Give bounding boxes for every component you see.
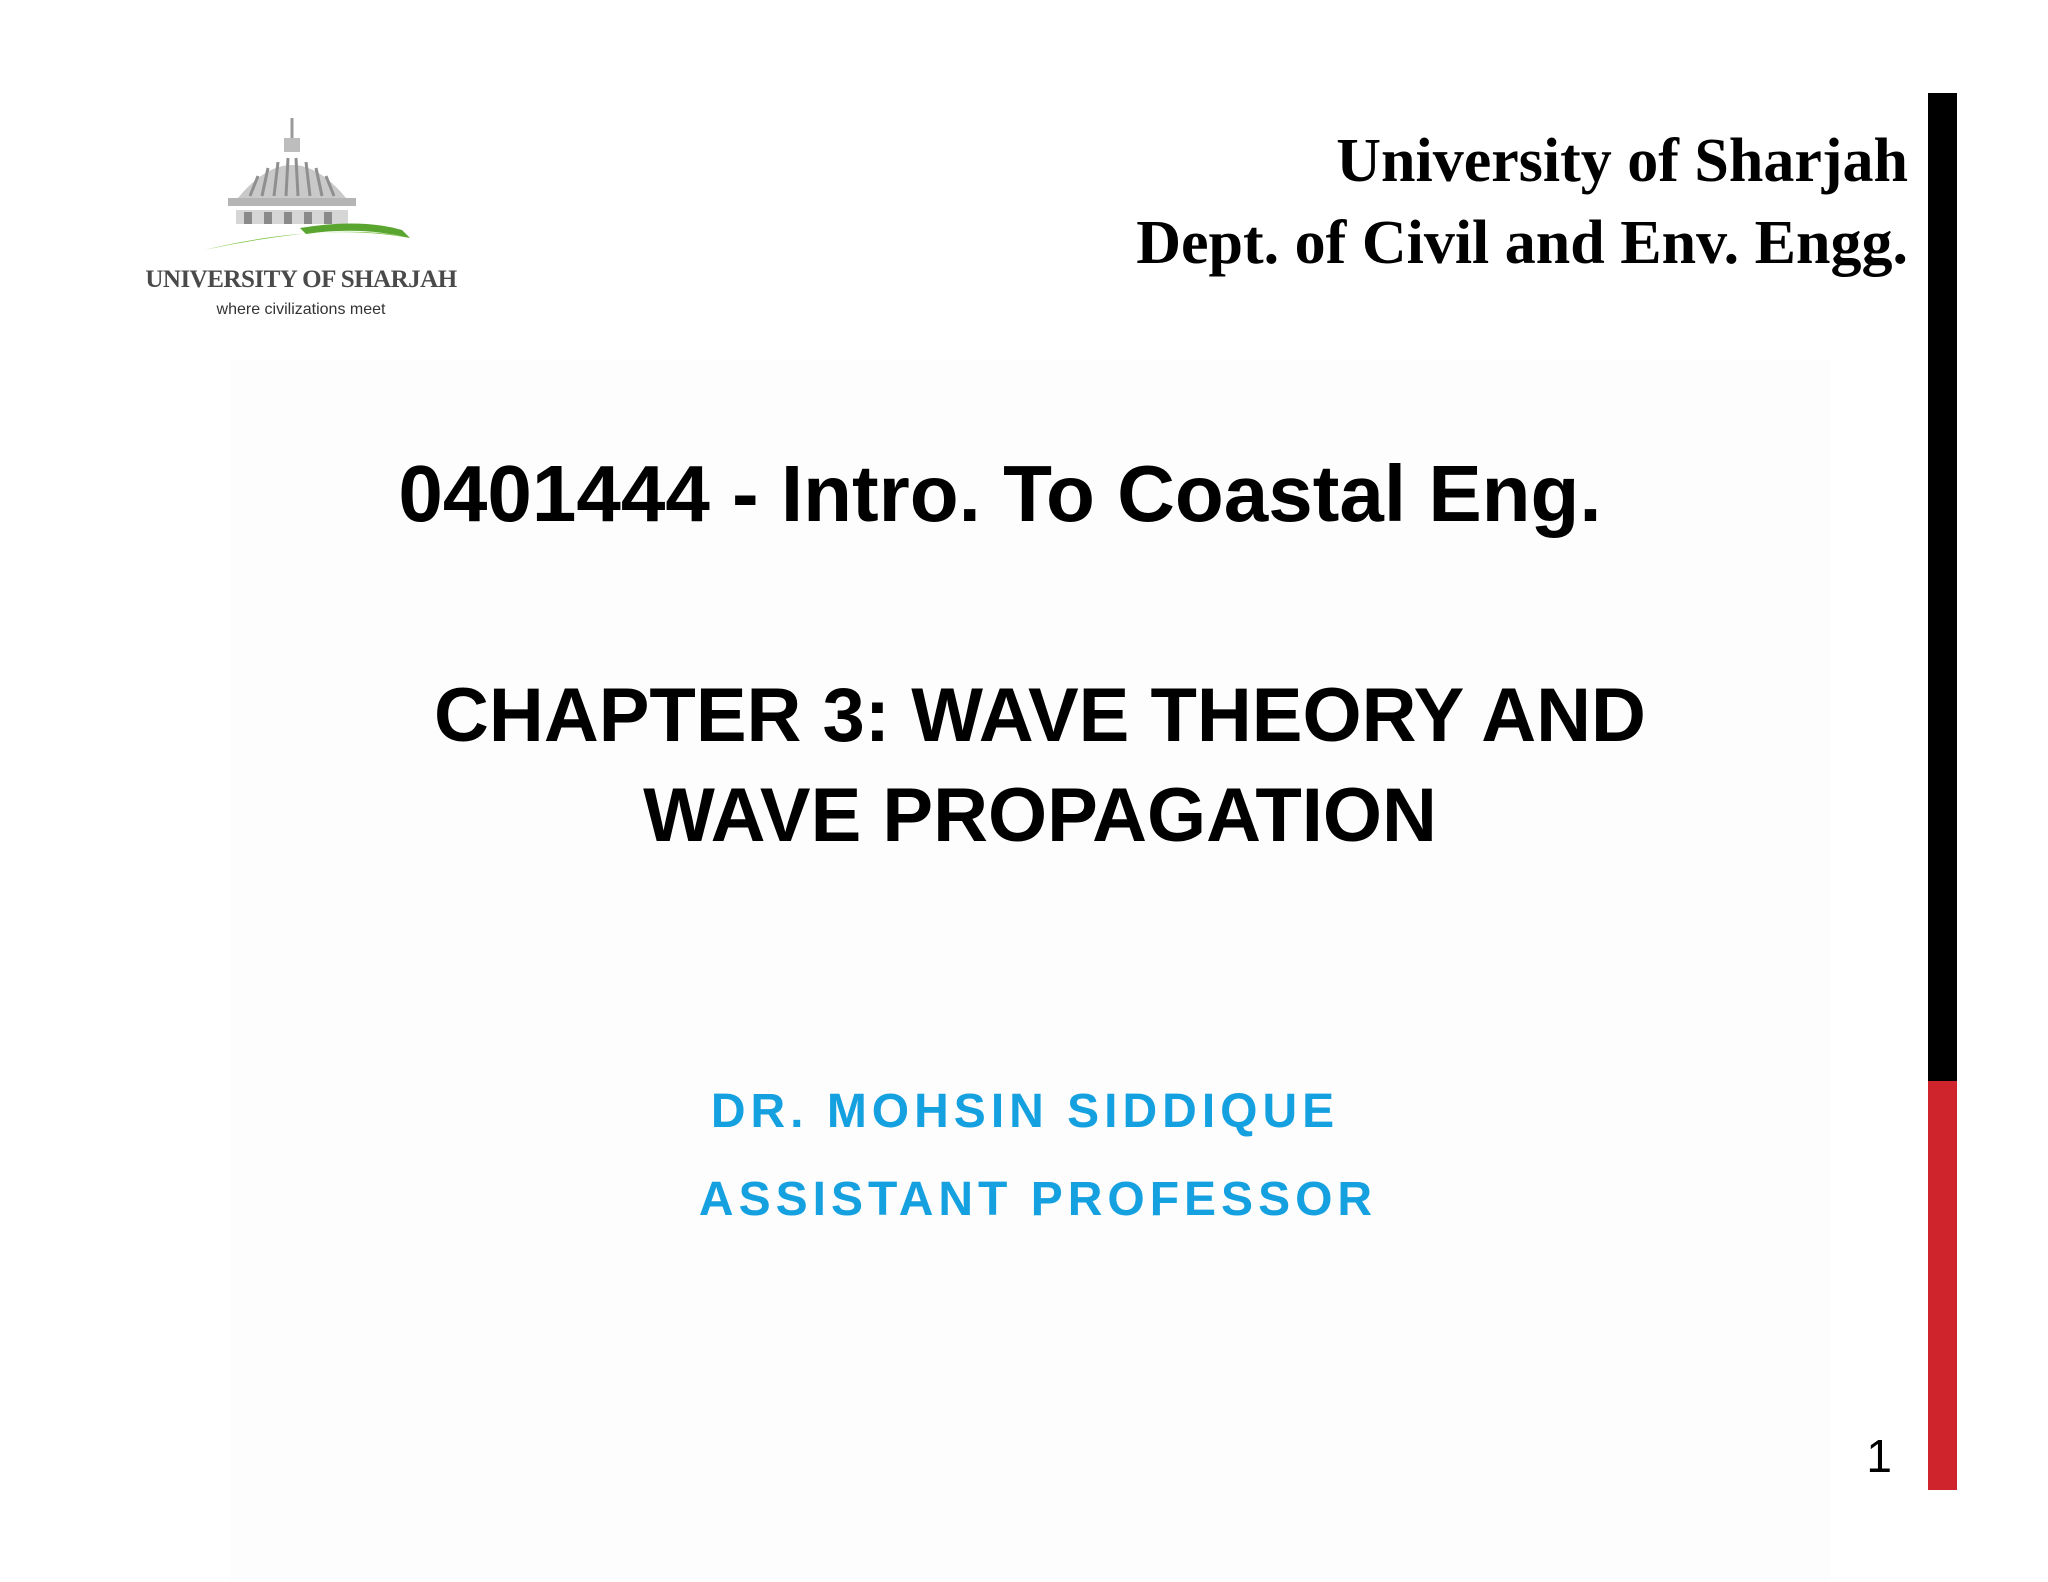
university-logo (120, 110, 480, 330)
page-number: 1 (1866, 1430, 1892, 1482)
logo-tagline: where civilizations meet (216, 301, 386, 318)
chapter-title (0, 666, 2048, 866)
author-title: ASSISTANT PROFESSOR (698, 1173, 1378, 1226)
chapter-title-line-1: CHAPTER 3: WAVE THEORY AND (434, 673, 1646, 758)
department-name: Dept. of Civil and Env. Engg. (1136, 209, 1908, 277)
chapter-title-line-2: WAVE PROPAGATION (643, 773, 1437, 858)
dome-icon (120, 110, 480, 260)
course-title: 0401444 - Intro. To Coastal Eng. (398, 449, 1602, 538)
side-bar-red (1928, 1081, 1957, 1490)
side-bar-black (1928, 93, 1957, 1081)
logo-university-name: UNIVERSITY OF SHARJAH (145, 266, 457, 293)
author-name: DR. MOHSIN SIDDIQUE (710, 1085, 1340, 1138)
university-name: University of Sharjah (1336, 127, 1908, 195)
university-header (1136, 120, 1908, 284)
author-block (0, 1080, 2048, 1232)
